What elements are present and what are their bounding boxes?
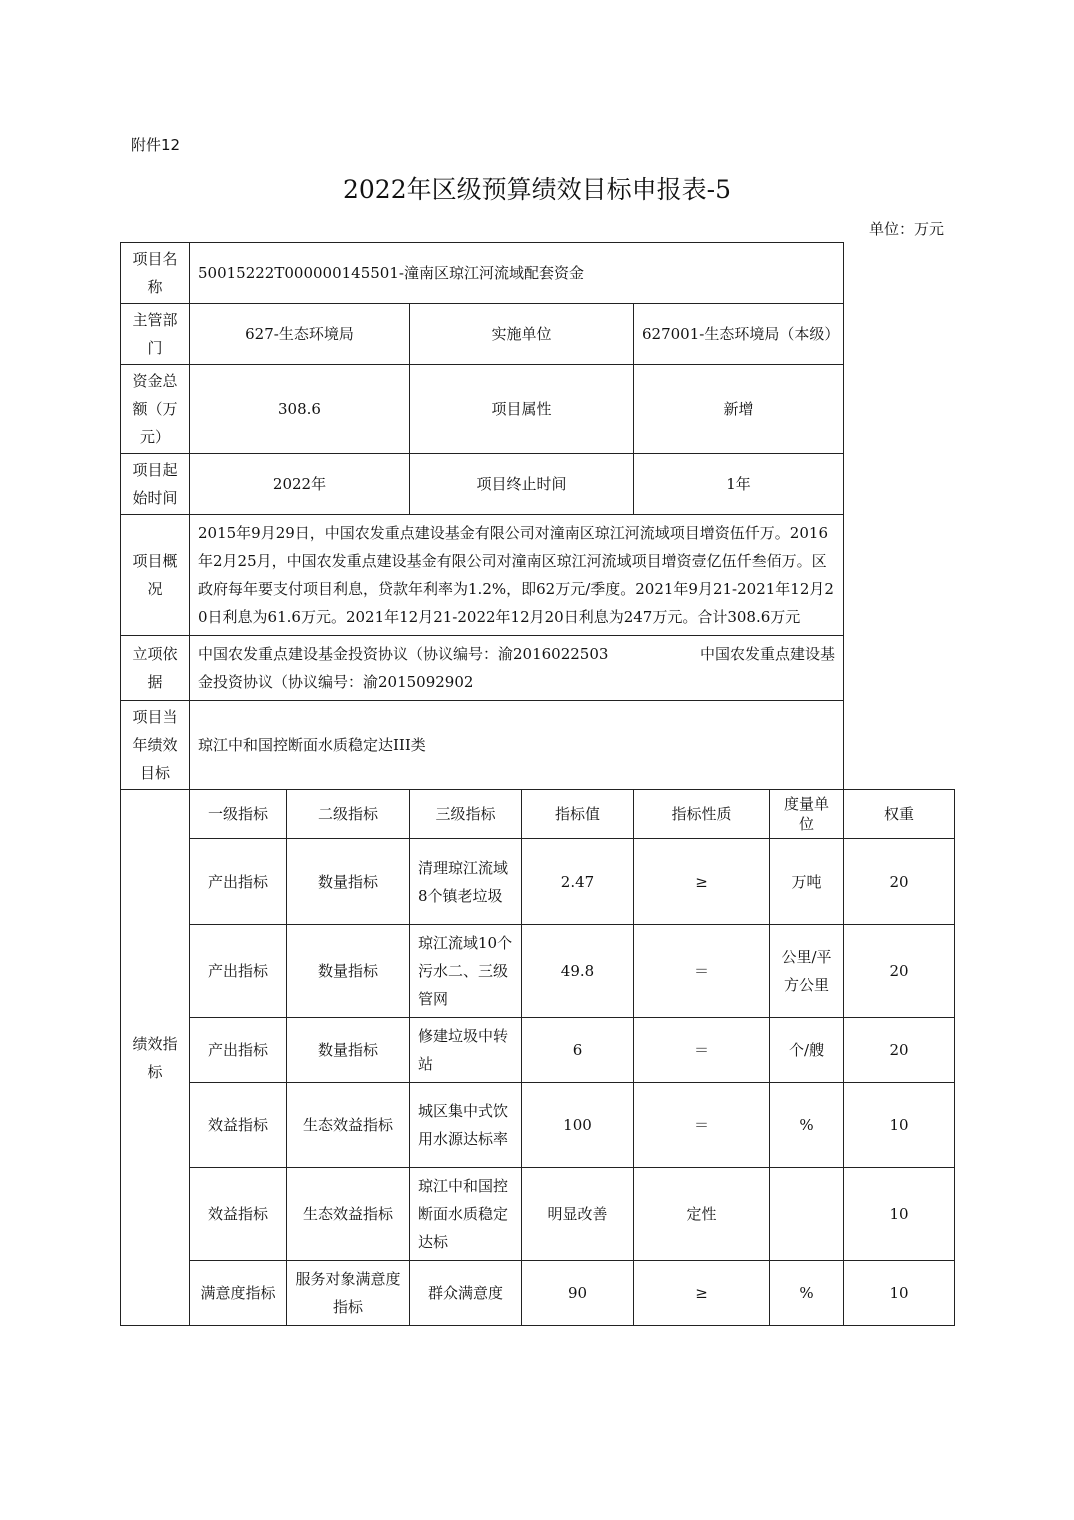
end-time-label: 项目终止时间 xyxy=(410,454,634,515)
indicator-level1: 效益指标 xyxy=(190,1168,287,1261)
row-basis xyxy=(121,636,955,701)
project-attribute-value: 新增 xyxy=(634,365,844,454)
indicator-nature: ≥ xyxy=(634,839,770,925)
project-attribute-label: 项目属性 xyxy=(410,365,634,454)
goal-value: 琼江中和国控断面水质稳定达III类 xyxy=(190,701,844,790)
indicator-level3: 清理琼江流域8个镇老垃圾 xyxy=(410,839,522,925)
indicator-nature: ＝ xyxy=(634,925,770,1018)
indicator-unit: 个/艘 xyxy=(770,1018,844,1083)
indicator-row xyxy=(121,1261,955,1326)
indicators-label: 绩效指标 xyxy=(121,790,190,1326)
indicator-value: 100 xyxy=(522,1083,634,1168)
basis-value xyxy=(190,636,844,701)
indicator-nature: ≥ xyxy=(634,1261,770,1326)
indicator-level2: 生态效益指标 xyxy=(287,1083,410,1168)
row-time xyxy=(121,454,955,515)
indicator-unit: 公里/平方公里 xyxy=(770,925,844,1018)
row-department xyxy=(121,304,955,365)
header-level3: 三级指标 xyxy=(410,790,522,839)
indicator-row xyxy=(121,839,955,925)
overview-value: 2015年9月29日，中国农发重点建设基金有限公司对潼南区琼江河流域项目增资伍仟万。2016年2月25月，中国农发重点建设基金有限公司对潼南区琼江河流域项目增资壹亿伍仟叁佰万。区政府每年要支付项目利息，贷款年利率为1.2%，即62万元/季度。2021年9月21-2021年12月20日利息为61.6万元。2021年12月21-2022年12月20日利息为247万元。合计308.6万元 xyxy=(190,515,844,636)
indicator-row xyxy=(121,1083,955,1168)
indicator-nature: 定性 xyxy=(634,1168,770,1261)
page-title: 2022年区级预算绩效目标申报表-5 xyxy=(343,175,731,204)
header-unit: 度量单位 xyxy=(770,790,844,839)
indicator-value: 2.47 xyxy=(522,839,634,925)
indicator-header-row xyxy=(121,790,955,839)
indicator-weight: 10 xyxy=(844,1261,955,1326)
department-value: 627-生态环境局 xyxy=(190,304,410,365)
funds-value: 308.6 xyxy=(190,365,410,454)
indicator-level3: 群众满意度 xyxy=(410,1261,522,1326)
start-time-value: 2022年 xyxy=(190,454,410,515)
basis-agreement-2-end: 金投资协议（协议编号：渝2015092902 xyxy=(198,673,474,691)
indicator-level2: 服务对象满意度指标 xyxy=(287,1261,410,1326)
indicator-unit: % xyxy=(770,1261,844,1326)
header-nature: 指标性质 xyxy=(634,790,770,839)
row-funds xyxy=(121,365,955,454)
indicator-level3: 琼江流域10个污水二、三级管网 xyxy=(410,925,522,1018)
indicator-value: 明显改善 xyxy=(522,1168,634,1261)
project-name-label: 项目名称 xyxy=(121,243,190,304)
row-goal xyxy=(121,701,955,790)
indicator-unit xyxy=(770,1168,844,1261)
indicator-value: 6 xyxy=(522,1018,634,1083)
indicator-level2: 生态效益指标 xyxy=(287,1168,410,1261)
indicator-weight: 10 xyxy=(844,1168,955,1261)
indicator-row xyxy=(121,1168,955,1261)
header-level2: 二级指标 xyxy=(287,790,410,839)
indicator-value: 90 xyxy=(522,1261,634,1326)
indicator-row xyxy=(121,925,955,1018)
indicator-weight: 20 xyxy=(844,925,955,1018)
indicator-value: 49.8 xyxy=(522,925,634,1018)
indicator-weight: 10 xyxy=(844,1083,955,1168)
indicator-level2: 数量指标 xyxy=(287,839,410,925)
start-time-label: 项目起始时间 xyxy=(121,454,190,515)
indicator-level1: 产出指标 xyxy=(190,1018,287,1083)
indicator-nature: ＝ xyxy=(634,1018,770,1083)
budget-form-table xyxy=(120,242,955,1326)
indicator-unit: 万吨 xyxy=(770,839,844,925)
row-overview xyxy=(121,515,955,636)
end-time-value: 1年 xyxy=(634,454,844,515)
indicator-level3: 琼江中和国控断面水质稳定达标 xyxy=(410,1168,522,1261)
funds-label: 资金总额（万元） xyxy=(121,365,190,454)
project-name-value: 50015222T000000145501-潼南区琼江河流域配套资金 xyxy=(190,243,844,304)
indicator-level2: 数量指标 xyxy=(287,1018,410,1083)
indicator-level3: 修建垃圾中转站 xyxy=(410,1018,522,1083)
indicator-nature: ＝ xyxy=(634,1083,770,1168)
basis-agreement-1: 中国农发重点建设基金投资协议（协议编号：渝2016022503 xyxy=(198,645,609,663)
unit-label: 单位：万元 xyxy=(868,220,944,238)
indicator-weight: 20 xyxy=(844,839,955,925)
indicator-unit: % xyxy=(770,1083,844,1168)
indicator-level1: 产出指标 xyxy=(190,925,287,1018)
indicator-row xyxy=(121,1018,955,1083)
department-label: 主管部门 xyxy=(121,304,190,365)
header-value: 指标值 xyxy=(522,790,634,839)
indicator-level2: 数量指标 xyxy=(287,925,410,1018)
goal-label: 项目当年绩效目标 xyxy=(121,701,190,790)
indicator-level1: 效益指标 xyxy=(190,1083,287,1168)
implementing-unit-value: 627001-生态环境局（本级） xyxy=(634,304,844,365)
attachment-label: 附件12 xyxy=(131,136,181,154)
row-project-name xyxy=(121,243,955,304)
indicator-level1: 产出指标 xyxy=(190,839,287,925)
header-level1: 一级指标 xyxy=(190,790,287,839)
basis-agreement-2-start: 中国农发重点建设基 xyxy=(700,645,836,663)
indicator-level3: 城区集中式饮用水源达标率 xyxy=(410,1083,522,1168)
basis-label: 立项依据 xyxy=(121,636,190,701)
indicator-level1: 满意度指标 xyxy=(190,1261,287,1326)
indicator-weight: 20 xyxy=(844,1018,955,1083)
header-weight: 权重 xyxy=(844,790,955,839)
overview-label: 项目概况 xyxy=(121,515,190,636)
implementing-unit-label: 实施单位 xyxy=(410,304,634,365)
